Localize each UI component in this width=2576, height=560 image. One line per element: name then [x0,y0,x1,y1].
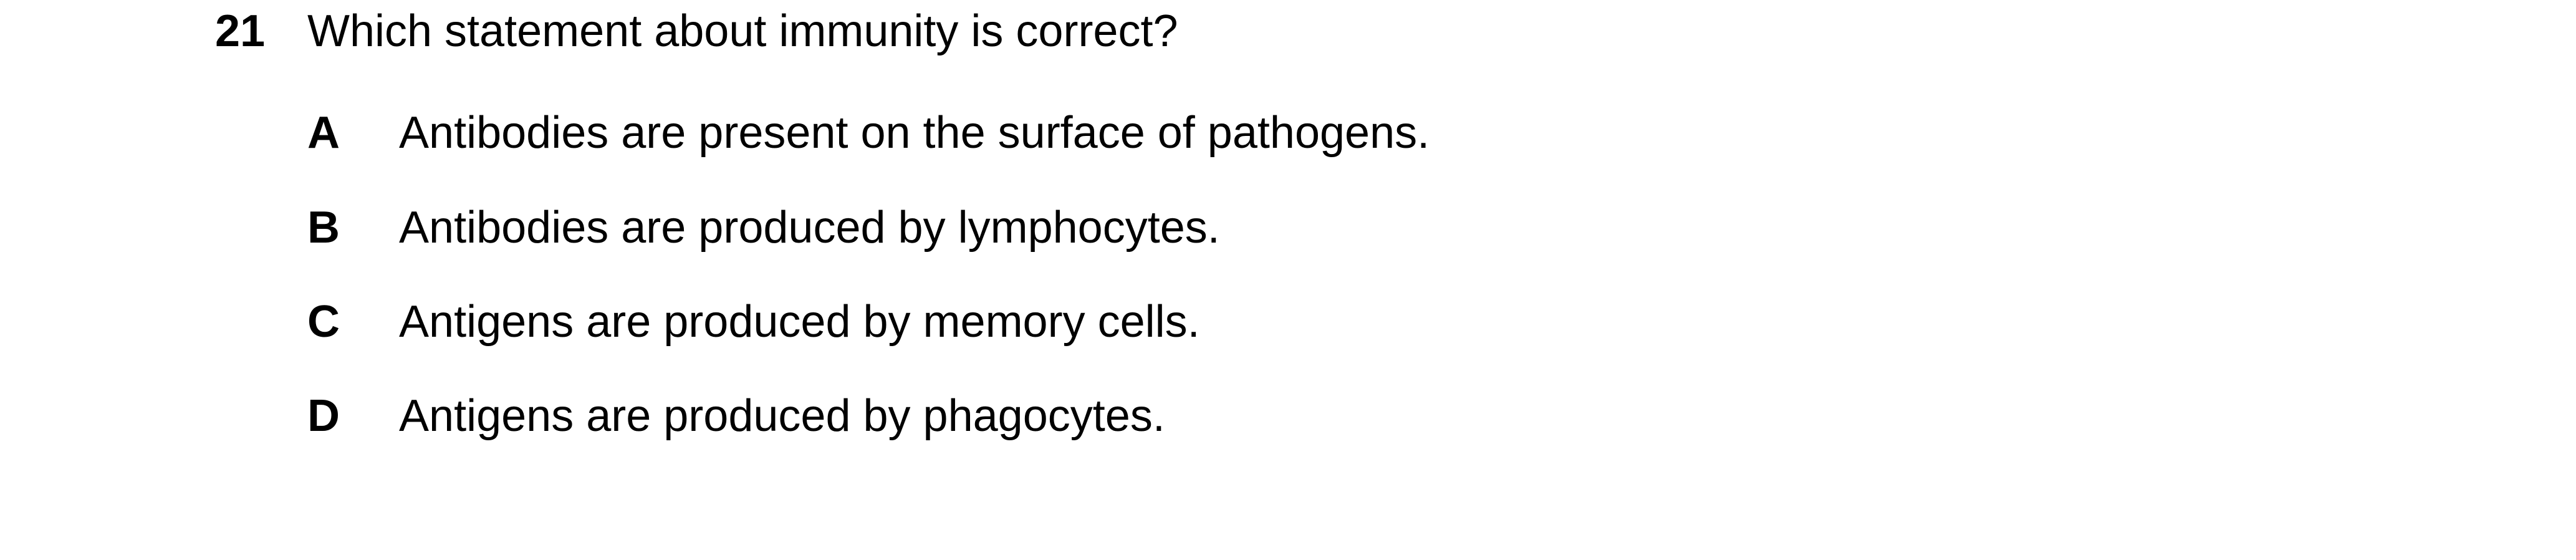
option-text: Antibodies are present on the surface of pathogens. [399,108,1430,158]
option-text: Antigens are produced by phagocytes. [399,391,1165,441]
question-number: 21 [215,6,266,56]
question-stem: Which statement about immunity is correct? [307,6,1178,56]
option-letter: B [307,203,340,253]
option-letter: D [307,391,340,441]
option-text: Antigens are produced by memory cells. [399,297,1200,347]
option-letter: C [307,297,340,347]
option-letter: A [307,108,340,158]
option-text: Antibodies are produced by lymphocytes. [399,203,1220,253]
